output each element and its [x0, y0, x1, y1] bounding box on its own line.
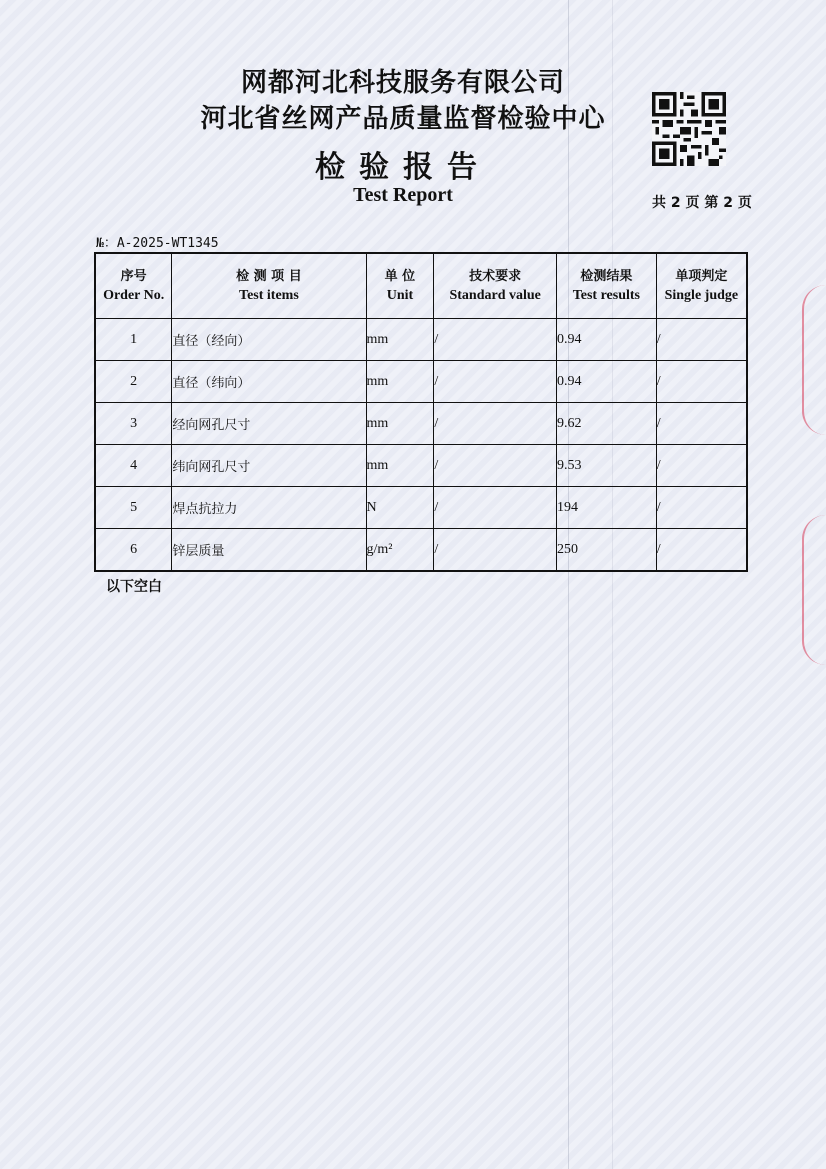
cell-order-no: 4	[95, 445, 172, 487]
cell-order-no: 2	[95, 361, 172, 403]
cell-standard: /	[434, 445, 557, 487]
cell-unit: g/m²	[366, 529, 434, 572]
cell-unit: mm	[366, 361, 434, 403]
cell-standard: /	[434, 319, 557, 361]
cell-judge: /	[656, 403, 747, 445]
table-row	[95, 445, 747, 487]
blank-below-note: 以下空白	[106, 579, 162, 595]
company-name: 网都河北科技服务有限公司	[240, 68, 565, 98]
cell-result: 9.53	[557, 445, 657, 487]
cell-test-item: 纬向网孔尺寸	[172, 445, 366, 487]
table-row	[95, 319, 747, 361]
cell-unit: N	[366, 487, 434, 529]
seal-stamp-edge	[802, 285, 826, 435]
header-order-no: 序号 Order No.	[95, 253, 172, 319]
cell-standard: /	[434, 361, 557, 403]
header-standard-value: 技术要求 Standard value	[434, 253, 557, 319]
center-name: 河北省丝网产品质量监督检验中心	[200, 104, 606, 134]
table-row	[95, 487, 747, 529]
test-results-table	[94, 252, 748, 572]
header-test-items: 检 测 项 目 Test items	[172, 253, 366, 319]
table-row	[95, 403, 747, 445]
cell-judge: /	[656, 487, 747, 529]
cell-test-item: 焊点抗拉力	[172, 487, 366, 529]
report-title-cn: 检验报告	[315, 150, 491, 185]
qr-code-icon	[652, 92, 726, 166]
header-test-results: 检测结果 Test results	[557, 253, 657, 319]
cell-order-no: 5	[95, 487, 172, 529]
report-title-en: Test Report	[353, 184, 453, 206]
cell-result: 194	[557, 487, 657, 529]
cell-standard: /	[434, 403, 557, 445]
table-row	[95, 529, 747, 572]
cell-unit: mm	[366, 319, 434, 361]
cell-judge: /	[656, 319, 747, 361]
cell-judge: /	[656, 361, 747, 403]
report-number: №：A-2025-WT1345	[96, 236, 219, 251]
cell-result: 0.94	[557, 319, 657, 361]
cell-result: 9.62	[557, 403, 657, 445]
cell-standard: /	[434, 487, 557, 529]
cell-order-no: 6	[95, 529, 172, 572]
table-header-row	[95, 253, 747, 319]
cell-test-item: 经向网孔尺寸	[172, 403, 366, 445]
cell-order-no: 1	[95, 319, 172, 361]
header-single-judge: 单项判定 Single judge	[656, 253, 747, 319]
cell-test-item: 锌层质量	[172, 529, 366, 572]
cell-result: 250	[557, 529, 657, 572]
cell-judge: /	[656, 445, 747, 487]
cell-unit: mm	[366, 403, 434, 445]
cell-order-no: 3	[95, 403, 172, 445]
table-row	[95, 361, 747, 403]
seal-stamp-edge	[802, 515, 826, 665]
cell-test-item: 直径（纬向）	[172, 361, 366, 403]
cell-standard: /	[434, 529, 557, 572]
cell-result: 0.94	[557, 361, 657, 403]
page-count: 共 2 页 第 2 页	[652, 195, 752, 211]
header-unit: 单 位 Unit	[366, 253, 434, 319]
cell-test-item: 直径（经向）	[172, 319, 366, 361]
cell-unit: mm	[366, 445, 434, 487]
cell-judge: /	[656, 529, 747, 572]
